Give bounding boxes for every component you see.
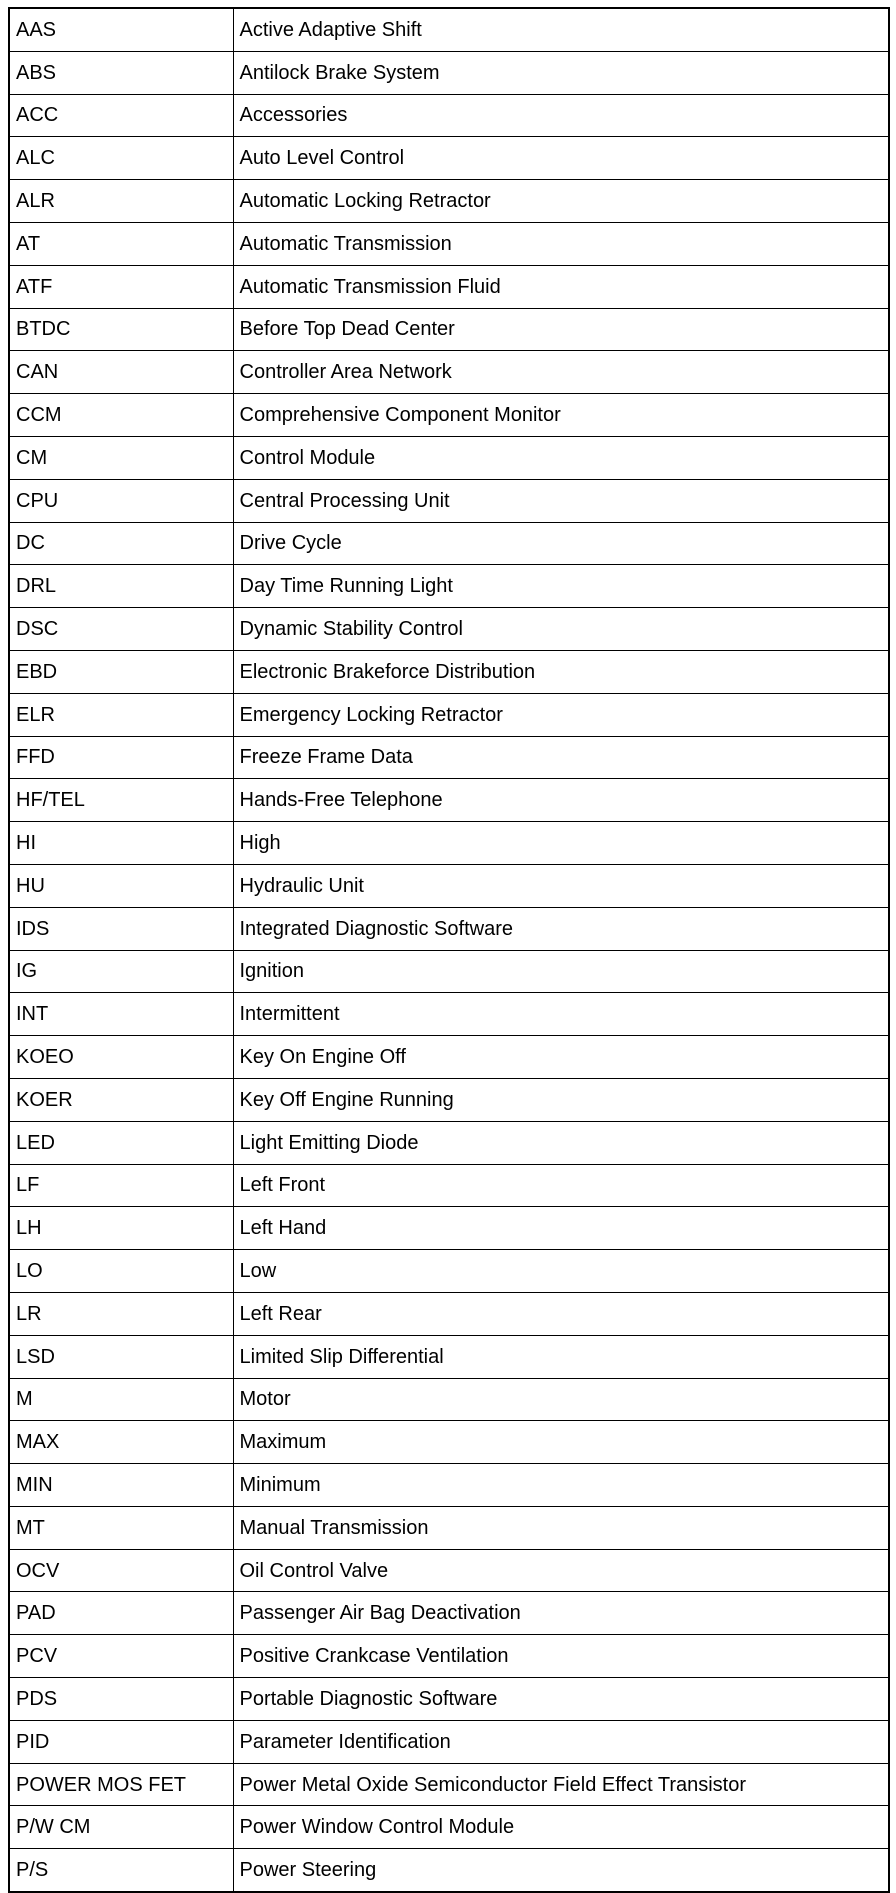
- table-row: [9, 950, 889, 993]
- meaning-cell: High: [233, 822, 889, 865]
- table-row: [9, 308, 889, 351]
- abbreviation-cell: IG: [9, 950, 233, 993]
- meaning-cell: Power Steering: [233, 1849, 889, 1892]
- table-row: [9, 864, 889, 907]
- meaning-cell: Dynamic Stability Control: [233, 608, 889, 651]
- meaning-cell: Before Top Dead Center: [233, 308, 889, 351]
- meaning-cell: Emergency Locking Retractor: [233, 693, 889, 736]
- table-row: [9, 1464, 889, 1507]
- table-row: [9, 1164, 889, 1207]
- abbreviation-cell: LH: [9, 1207, 233, 1250]
- table-row: [9, 351, 889, 394]
- abbreviation-cell: FFD: [9, 736, 233, 779]
- table-row: [9, 222, 889, 265]
- table-row: [9, 736, 889, 779]
- meaning-cell: Portable Diagnostic Software: [233, 1678, 889, 1721]
- abbreviation-cell: DRL: [9, 565, 233, 608]
- meaning-cell: Automatic Transmission: [233, 222, 889, 265]
- abbreviation-cell: DC: [9, 522, 233, 565]
- meaning-cell: Hands-Free Telephone: [233, 779, 889, 822]
- table-row: [9, 51, 889, 94]
- table-row: [9, 1849, 889, 1892]
- table-row: [9, 180, 889, 223]
- abbreviation-cell: PID: [9, 1720, 233, 1763]
- table-row: [9, 1207, 889, 1250]
- abbreviation-cell: P/W CM: [9, 1806, 233, 1849]
- meaning-cell: Low: [233, 1250, 889, 1293]
- meaning-cell: Positive Crankcase Ventilation: [233, 1635, 889, 1678]
- table-row: [9, 265, 889, 308]
- abbreviation-cell: MT: [9, 1506, 233, 1549]
- abbreviation-cell: AAS: [9, 8, 233, 51]
- table-row: [9, 8, 889, 51]
- abbreviation-cell: CM: [9, 436, 233, 479]
- abbreviation-cell: LF: [9, 1164, 233, 1207]
- table-row: [9, 1421, 889, 1464]
- table-row: [9, 1335, 889, 1378]
- table-row: [9, 1635, 889, 1678]
- meaning-cell: Maximum: [233, 1421, 889, 1464]
- abbreviation-cell: PCV: [9, 1635, 233, 1678]
- meaning-cell: Oil Control Valve: [233, 1549, 889, 1592]
- abbreviation-cell: CAN: [9, 351, 233, 394]
- abbreviation-cell: PAD: [9, 1592, 233, 1635]
- abbreviation-cell: KOEO: [9, 1036, 233, 1079]
- abbreviation-cell: ATF: [9, 265, 233, 308]
- table-row: [9, 693, 889, 736]
- meaning-cell: Comprehensive Component Monitor: [233, 394, 889, 437]
- abbreviation-cell: MAX: [9, 1421, 233, 1464]
- abbreviation-cell: CPU: [9, 479, 233, 522]
- table-row: [9, 822, 889, 865]
- meaning-cell: Antilock Brake System: [233, 51, 889, 94]
- meaning-cell: Hydraulic Unit: [233, 864, 889, 907]
- meaning-cell: Drive Cycle: [233, 522, 889, 565]
- meaning-cell: Controller Area Network: [233, 351, 889, 394]
- abbreviation-cell: EBD: [9, 650, 233, 693]
- meaning-cell: Auto Level Control: [233, 137, 889, 180]
- abbreviation-cell: P/S: [9, 1849, 233, 1892]
- abbreviation-cell: LSD: [9, 1335, 233, 1378]
- abbreviation-cell: BTDC: [9, 308, 233, 351]
- abbreviation-cell: LED: [9, 1121, 233, 1164]
- table-row: [9, 479, 889, 522]
- abbreviation-cell: ALR: [9, 180, 233, 223]
- meaning-cell: Left Front: [233, 1164, 889, 1207]
- table-row: [9, 565, 889, 608]
- meaning-cell: Freeze Frame Data: [233, 736, 889, 779]
- meaning-cell: Central Processing Unit: [233, 479, 889, 522]
- table-row: [9, 1720, 889, 1763]
- meaning-cell: Active Adaptive Shift: [233, 8, 889, 51]
- table-row: [9, 394, 889, 437]
- abbreviation-cell: KOER: [9, 1078, 233, 1121]
- meaning-cell: Parameter Identification: [233, 1720, 889, 1763]
- table-row: [9, 1592, 889, 1635]
- abbreviation-table: [8, 7, 890, 1893]
- table-row: [9, 650, 889, 693]
- table-row: [9, 608, 889, 651]
- meaning-cell: Key Off Engine Running: [233, 1078, 889, 1121]
- abbreviation-cell: LO: [9, 1250, 233, 1293]
- table-row: [9, 1078, 889, 1121]
- abbreviation-cell: HF/TEL: [9, 779, 233, 822]
- meaning-cell: Accessories: [233, 94, 889, 137]
- meaning-cell: Left Hand: [233, 1207, 889, 1250]
- meaning-cell: Intermittent: [233, 993, 889, 1036]
- table-row: [9, 522, 889, 565]
- table-row: [9, 1036, 889, 1079]
- meaning-cell: Key On Engine Off: [233, 1036, 889, 1079]
- meaning-cell: Power Window Control Module: [233, 1806, 889, 1849]
- table-row: [9, 779, 889, 822]
- abbreviation-cell: CCM: [9, 394, 233, 437]
- abbreviation-table-body: [9, 8, 889, 1892]
- meaning-cell: Minimum: [233, 1464, 889, 1507]
- meaning-cell: Automatic Transmission Fluid: [233, 265, 889, 308]
- meaning-cell: Control Module: [233, 436, 889, 479]
- abbreviation-cell: M: [9, 1378, 233, 1421]
- abbreviation-cell: INT: [9, 993, 233, 1036]
- meaning-cell: Limited Slip Differential: [233, 1335, 889, 1378]
- abbreviation-cell: MIN: [9, 1464, 233, 1507]
- abbreviation-cell: ACC: [9, 94, 233, 137]
- table-row: [9, 1378, 889, 1421]
- table-row: [9, 993, 889, 1036]
- table-row: [9, 907, 889, 950]
- abbreviation-cell: ELR: [9, 693, 233, 736]
- meaning-cell: Light Emitting Diode: [233, 1121, 889, 1164]
- abbreviation-cell: HI: [9, 822, 233, 865]
- abbreviation-cell: PDS: [9, 1678, 233, 1721]
- abbreviation-cell: IDS: [9, 907, 233, 950]
- abbreviation-cell: AT: [9, 222, 233, 265]
- table-row: [9, 94, 889, 137]
- abbreviation-cell: HU: [9, 864, 233, 907]
- meaning-cell: Integrated Diagnostic Software: [233, 907, 889, 950]
- abbreviation-cell: ALC: [9, 137, 233, 180]
- table-row: [9, 1506, 889, 1549]
- meaning-cell: Automatic Locking Retractor: [233, 180, 889, 223]
- abbreviation-cell: DSC: [9, 608, 233, 651]
- table-row: [9, 1806, 889, 1849]
- meaning-cell: Power Metal Oxide Semiconductor Field Effect Transistor: [233, 1763, 889, 1806]
- table-row: [9, 1763, 889, 1806]
- meaning-cell: Ignition: [233, 950, 889, 993]
- meaning-cell: Day Time Running Light: [233, 565, 889, 608]
- table-row: [9, 1121, 889, 1164]
- table-row: [9, 436, 889, 479]
- meaning-cell: Manual Transmission: [233, 1506, 889, 1549]
- abbreviation-cell: OCV: [9, 1549, 233, 1592]
- table-row: [9, 1549, 889, 1592]
- meaning-cell: Electronic Brakeforce Distribution: [233, 650, 889, 693]
- table-row: [9, 1292, 889, 1335]
- table-row: [9, 1678, 889, 1721]
- table-row: [9, 1250, 889, 1293]
- table-row: [9, 137, 889, 180]
- abbreviation-cell: ABS: [9, 51, 233, 94]
- abbreviation-cell: POWER MOS FET: [9, 1763, 233, 1806]
- meaning-cell: Left Rear: [233, 1292, 889, 1335]
- meaning-cell: Passenger Air Bag Deactivation: [233, 1592, 889, 1635]
- abbreviation-cell: LR: [9, 1292, 233, 1335]
- meaning-cell: Motor: [233, 1378, 889, 1421]
